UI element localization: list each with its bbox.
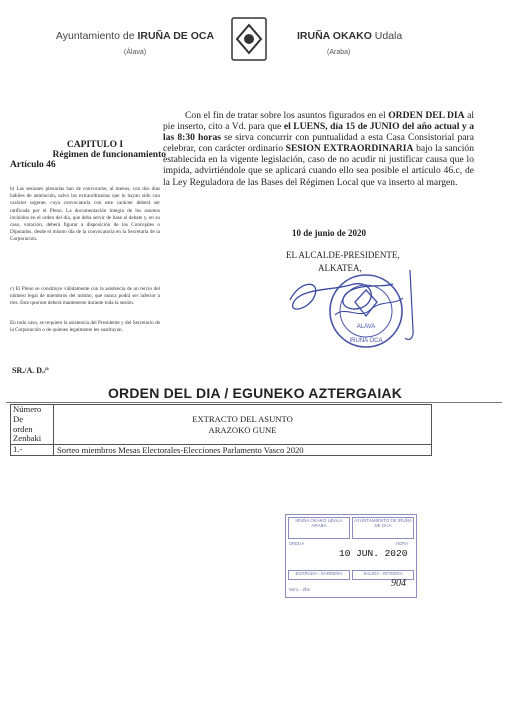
stamp-num-label: Núm. - Zbk.	[289, 587, 311, 592]
body-part-2: al pie inserto, cito a Vd. para que	[163, 110, 475, 133]
col-number-header	[11, 405, 54, 445]
stamp-right-label: HORA	[396, 541, 409, 546]
article-paragraph-c2: En todo caso, se requiere la asistencia del Presidente y del Secretario de la Corporación o de quienes legalmente les sustituyan.	[10, 320, 160, 334]
handwritten-signature	[275, 260, 425, 350]
header-right-name: IRUÑA OKAKO	[297, 30, 372, 42]
svg-text:IRUÑA OCA: IRUÑA OCA	[349, 338, 383, 344]
body-bold-3: SESION EXTRAORDINARIA	[285, 143, 414, 155]
header-right-suffix: Udala	[371, 30, 403, 42]
body-part-1: Con el fin de tratar sobre los asuntos figurados en el	[185, 110, 389, 121]
col-number-label-1: Número	[13, 404, 42, 414]
col-number-label-3: orden	[13, 423, 33, 434]
agenda-divider	[6, 402, 502, 403]
col-extract-header	[54, 405, 432, 445]
header-right	[297, 30, 417, 56]
coat-of-arms-logo	[231, 17, 267, 61]
item-number: 1.-	[11, 445, 54, 456]
header-left-prefix: Ayuntamiento de	[55, 30, 138, 42]
stamp-date: 10 JUN. 2020	[339, 548, 408, 559]
table-header-row	[11, 405, 432, 445]
body-bold-1: ORDEN DEL DIA	[388, 110, 465, 121]
stamp-top-right: AYUNTAMIENTO DE IRUÑA DE OCA	[352, 517, 414, 539]
agenda-title: ORDEN DEL DIA / EGUNEKO AZTERGAIAK	[107, 385, 403, 401]
col-extract-label: EXTRACTO DEL ASUNTO	[192, 413, 293, 424]
body-part-3: se sirva concurrir con puntualidad a esta Casa Consistorial para celebrar, con carácter ordinario	[163, 132, 474, 155]
svg-text:ALAVA: ALAVA	[356, 324, 376, 330]
signatory-title-basque: ALKATEA,	[318, 263, 362, 273]
body-bold-2: el LUENS, día 15 de JUNIO del año actual y a las 8:30 horas	[163, 121, 474, 144]
chapter-subtitle: Régimen de funcionamiento	[52, 150, 166, 160]
table-row	[11, 445, 432, 456]
stamp-entrada: ENTRADA - SARRERA	[288, 570, 350, 580]
stamp-top-left: IRUÑA OKAKO UDALA ARABA	[288, 517, 350, 539]
article-paragraph-c: c) El Pleno se constituye válidamente con la asistencia de un tercio del número legal de miembros del mismo, que nunca podrá ser inferior a tres. Este quorum deberá mantenerse durante toda la sesión.	[10, 286, 160, 307]
chapter-heading	[10, 140, 170, 170]
header-left-sub: (Álava)	[123, 49, 147, 56]
item-description: Sorteo miembros Mesas Electorales-Elecciones Parlamento Vasco 2020	[54, 445, 432, 456]
chapter-title: CAPITULO I	[66, 140, 124, 150]
col-number-label-2: De	[13, 413, 24, 424]
document-date: 10 de junio de 2020	[292, 228, 367, 238]
article-paragraph-b: b) Las sesiones plenarias han de convocarse, al menos, con dos días hábiles de antelación, salvo las extraordinarias que lo hayan sido con carácter urgente, cuya convocatoria con este carácter deberá ser ratificada por el Pleno. La documentación íntegra de los asuntos incluidos en el orden del día, que deba servir de base al debate y, en su caso, votación, deberá figurar a disposición de los Concejales o Diputados, desde el mismo día de la convocatoria en la Secretaría de la Corporación.	[10, 186, 160, 243]
col-extract-label-basque: ARAZOKO GUNE	[208, 424, 277, 435]
stamp-number: 904	[391, 578, 406, 589]
header-left	[46, 30, 224, 56]
signatory-title: EL ALCALDE-PRESIDENTE,	[286, 250, 400, 260]
stamp-salida: SALIDA - IRTEERA	[352, 570, 414, 580]
recipient-salutation: SR./A. D./ª	[12, 366, 49, 375]
convocation-text	[163, 110, 474, 188]
header-right-sub: (Araba)	[327, 49, 351, 56]
agenda-table	[10, 404, 432, 456]
body-part-4: bajo la sanción establecida en la vigente legislación, caso de no acudir ni justificar causa que lo impida, advirtiéndole que se aplicará cuando ello sea posible el artículo 46.c, de la Ley Reguladora de las Bases del Régimen Local que va inserto al margen.	[163, 143, 474, 188]
chapter-article: Artículo 46	[10, 160, 56, 170]
col-number-label-4: Zenbaki	[13, 433, 42, 444]
header-left-name: IRUÑA DE OCA	[137, 30, 215, 42]
stamp-row-label: ORDUA	[289, 541, 305, 546]
